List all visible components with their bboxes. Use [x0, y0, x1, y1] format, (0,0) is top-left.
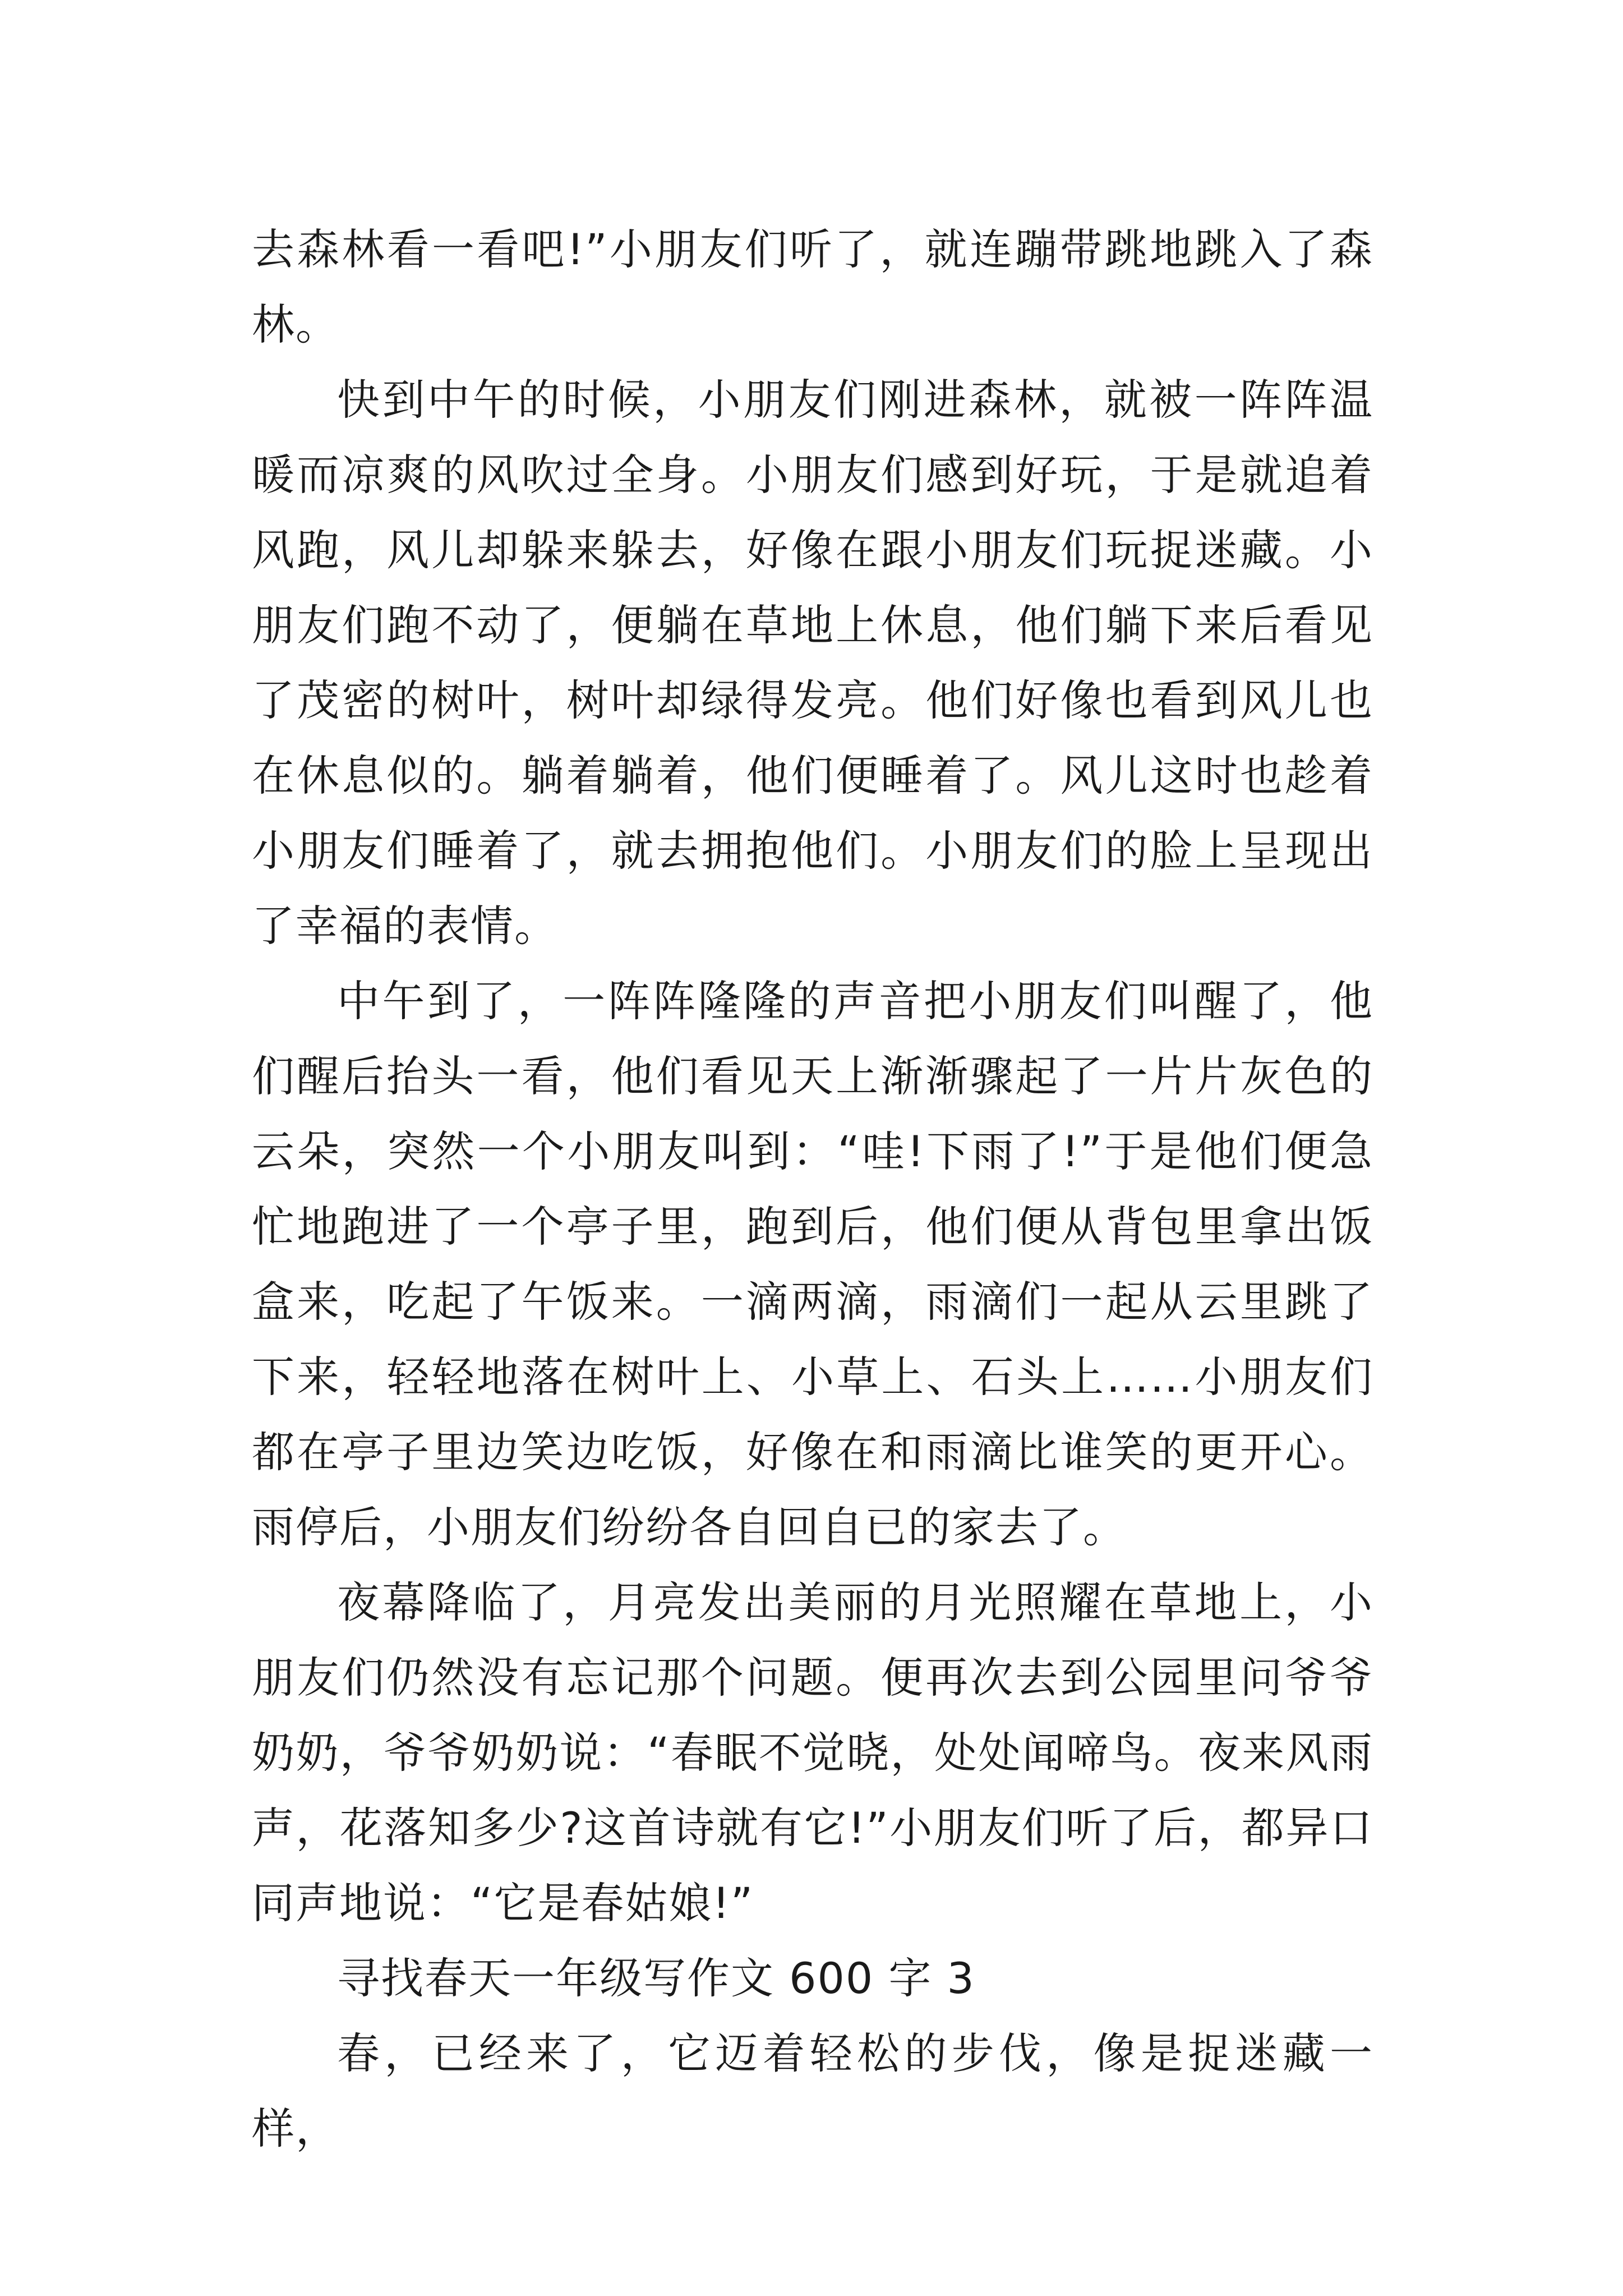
paragraph-continuation: 去森林看一看吧!”小朋友们听了，就连蹦带跳地跳入了森林。: [252, 224, 1373, 349]
document-body: [252, 212, 1373, 2166]
section-heading: 寻找春天一年级写作文 600 字 3: [337, 1953, 975, 2003]
paragraph-night: 夜幕降临了，月亮发出美丽的月光照耀在草地上，小朋友们仍然没有忘记那个问题。便再次去到公园里问爷爷奶奶，爷爷奶奶说：“春眠不觉晓，处处闻啼鸟。夜来风雨声，花落知多少?这首诗就有它!”小朋友们听了后，都异口同声地说：“它是春姑娘!”: [252, 1577, 1373, 1928]
paragraph-noon-forest: 快到中午的时候，小朋友们刚进森林，就被一阵阵温暖而凉爽的风吹过全身。小朋友们感到好玩，于是就追着风跑，风儿却躲来躲去，好像在跟小朋友们玩捉迷藏。小朋友们跑不动了，便躺在草地上休息，他们躺下来后看见了茂密的树叶，树叶却绿得发亮。他们好像也看到风儿也在休息似的。躺着躺着，他们便睡着了。风儿这时也趁着小朋友们睡着了，就去拥抱他们。小朋友们的脸上呈现出了幸福的表情。: [252, 375, 1373, 951]
paragraph-spring: 春，已经来了，它迈着轻松的步伐，像是捉迷藏一样，: [252, 2028, 1373, 2154]
paragraph-rain: 中午到了，一阵阵隆隆的声音把小朋友们叫醒了，他们醒后抬头一看，他们看见天上渐渐骤起了一片片灰色的云朵，突然一个小朋友叫到：“哇!下雨了!”于是他们便急忙地跑进了一个亭子里，跑到后，他们便从背包里拿出饭盒来，吃起了午饭来。一滴两滴，雨滴们一起从云里跳了下来，轻轻地落在树叶上、小草上、石头上……小朋友们都在亭子里边笑边吃饭，好像在和雨滴比谁笑的更开心。雨停后，小朋友们纷纷各自回自已的家去了。: [252, 976, 1373, 1552]
